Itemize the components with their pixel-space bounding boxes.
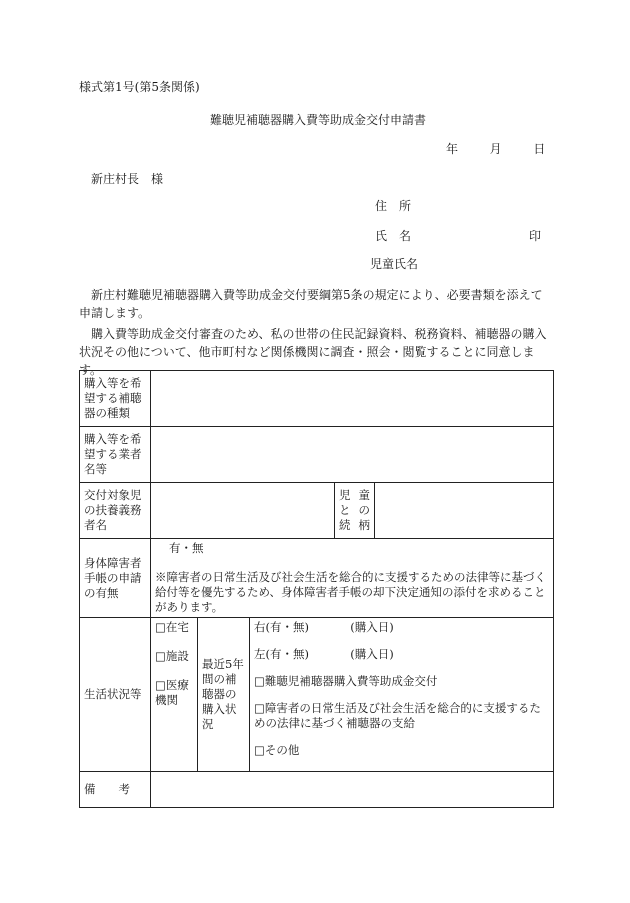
remarks-field[interactable] [151, 772, 554, 808]
right-purchase-date: (購入日) [350, 620, 394, 634]
table-row [80, 371, 554, 427]
form-number: 様式第1号(第5条関係) [79, 80, 200, 94]
guardian-field[interactable] [151, 483, 335, 539]
check-other[interactable]: □その他 [254, 743, 300, 757]
disability-note: ※障害者の日常生活及び社会生活を総合的に支援するための法律等に基づく給付等を優先するため、身体障害者手帳の却下決定通知の添付を求めることがあります。 [155, 570, 546, 614]
child-name-label: 児童氏名 [370, 257, 419, 271]
living-status-label: 生活状況等 [80, 618, 151, 772]
hearing-aid-type-field[interactable] [151, 371, 554, 427]
hearing-aid-type-label: 購入等を希望する補聴器の種類 [80, 371, 151, 427]
living-options-cell [151, 618, 198, 772]
date-day: 日 [533, 142, 546, 156]
relation-field[interactable] [375, 483, 554, 539]
check-support-act[interactable]: □障害者の日常生活及び社会生活を総合的に支援するための法律に基づく補聴器の支給 [254, 701, 541, 730]
disability-notebook-cell [151, 539, 554, 618]
living-option-medical[interactable]: □医療機関 [155, 678, 189, 707]
disability-yes-no[interactable]: 有・無 [169, 541, 204, 555]
guardian-label: 交付対象児の扶養義務者名 [80, 483, 151, 539]
form-title: 難聴児補聴器購入費等助成金交付申請書 [210, 113, 427, 127]
left-purchase-date: (購入日) [350, 647, 394, 661]
name-label: 氏 名 [375, 229, 412, 243]
check-subsidy[interactable]: □難聴児補聴器購入費等助成金交付 [254, 674, 438, 688]
living-option-facility[interactable]: □施設 [155, 649, 189, 663]
addressee: 新庄村長 様 [91, 172, 164, 186]
application-statement-text: 新庄村難聴児補聴器購入費等助成金交付要綱第5条の規定により、必要書類を添えて申請します。 [79, 288, 543, 320]
date-year: 年 [446, 142, 459, 156]
living-option-home[interactable]: □在宅 [155, 620, 189, 634]
disability-notebook-label: 身体障害者手帳の申請の有無 [80, 539, 151, 618]
table-row [80, 483, 554, 539]
date-line [446, 142, 545, 156]
application-table [79, 370, 554, 808]
seal-mark: 印 [529, 229, 542, 243]
consent-statement-text: 購入費等助成金交付審査のため、私の世帯の住民記録資料、税務資料、補聴器の購入状況その他について、他市町村など関係機関に調査・照会・閲覧することに同意します。 [79, 327, 547, 377]
date-month: 月 [489, 142, 502, 156]
purchase-status-cell [250, 618, 554, 772]
table-row [80, 772, 554, 808]
remarks-label: 備 考 [80, 772, 151, 808]
relation-label: 児童との続柄 [335, 483, 375, 539]
table-row [80, 539, 554, 618]
right-ear-status[interactable]: 右(有・無) [254, 620, 309, 634]
application-statement [79, 286, 553, 322]
vendor-label: 購入等を希望する業者名等 [80, 427, 151, 483]
address-label: 住 所 [375, 199, 412, 213]
left-ear-status[interactable]: 左(有・無) [254, 647, 309, 661]
table-row [80, 618, 554, 772]
recent-purchase-label: 最近5年間の補聴器の購入状況 [198, 618, 250, 772]
vendor-field[interactable] [151, 427, 554, 483]
table-row [80, 427, 554, 483]
